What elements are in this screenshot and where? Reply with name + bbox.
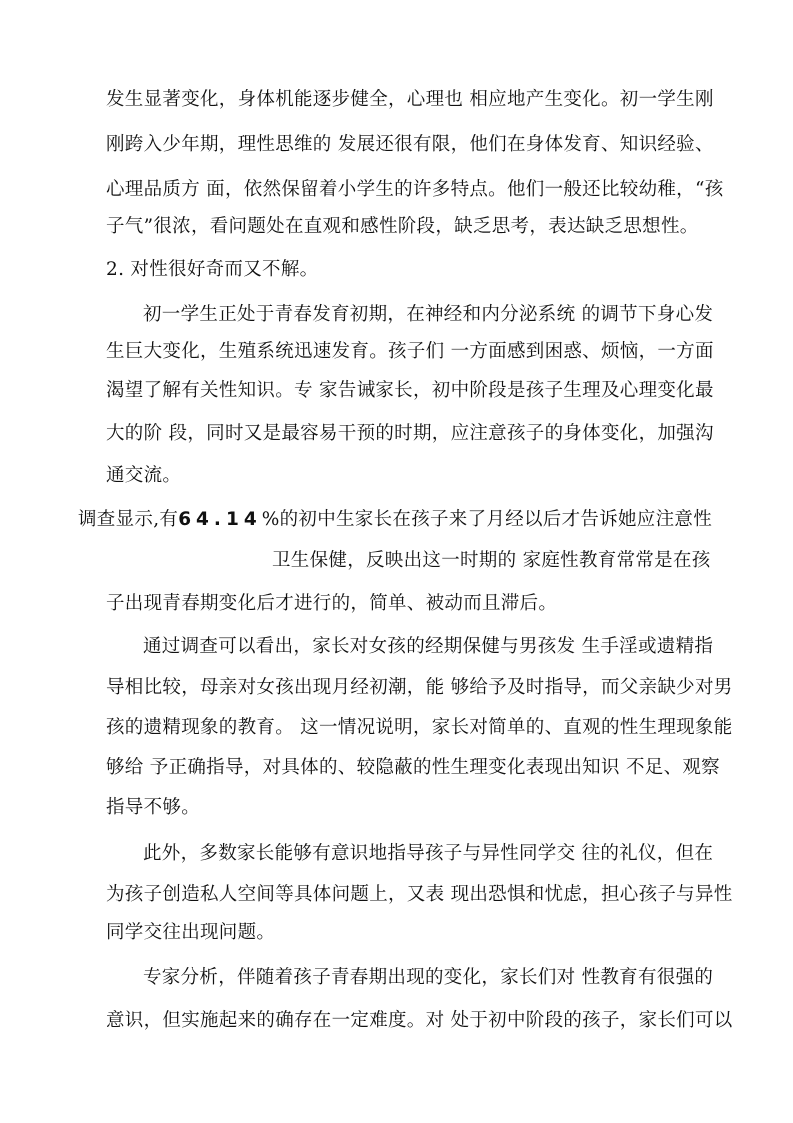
paragraph-line: 渴望了解有关性知识。专 家告诫家长，初中阶段是孩子生理及心理变化最 <box>106 380 714 401</box>
paragraph-line: 大的阶 段，同时又是最容易干预的时期，应注意孩子的身体变化，加强沟 <box>106 423 714 444</box>
paragraph-line: 为孩子创造私人空间等具体问题上，又表 现出恐惧和忧虑，担心孩子与异性 <box>106 884 733 905</box>
paragraph-line: 子出现青春期变化后才进行的，简单、被动而且滞后。 <box>106 593 558 614</box>
paragraph-line: 孩的遗精现象的教育。 这一情况说明，家长对简单的、直观的性生理现象能 <box>106 717 733 738</box>
survey-prefix: 调查显示,有 <box>78 509 179 530</box>
paragraph-line: 通过调查可以看出，家长对女孩的经期保健与男孩发 生手淫或遗精指 <box>143 636 714 657</box>
survey-percentage: 64.14 <box>178 509 262 530</box>
paragraph-line: 导相比较，母亲对女孩出现月经初潮，能 够给予及时指导，而父亲缺少对男 <box>106 677 733 698</box>
paragraph-line: 同学交往出现问题。 <box>106 922 276 943</box>
paragraph-line: 专家分析，伴随着孩子青春期出现的变化，家长们对 性教育有很强的 <box>143 967 714 988</box>
survey-suffix: %的初中生家长在孩子来了月经以后才告诉她应注意性 <box>261 509 712 530</box>
paragraph-line: 指导不够。 <box>106 797 201 818</box>
paragraph-line: 此外，多数家长能够有意识地指导孩子与异性同学交 往的礼仪，但在 <box>143 843 714 864</box>
paragraph-line: 通交流。 <box>106 465 182 486</box>
paragraph-line: 卫生保健，反映出这一时期的 家庭性教育常常是在孩 <box>272 550 711 571</box>
list-heading: 2. 对性很好奇而又不解。 <box>106 259 319 280</box>
paragraph-line: 够给 予正确指导，对具体的、较隐蔽的性生理变化表现出知识 不足、观察 <box>106 757 720 778</box>
paragraph-line: 发生显著变化，身体机能逐步健全，心理也 相应地产生变化。初一学生刚 <box>106 89 714 110</box>
paragraph-line: 初一学生正处于青春发育初期，在神经和内分泌系统 的调节下身心发 <box>143 304 714 325</box>
paragraph-line: 子气”很浓，看问题处在直观和感性阶段，缺乏思考，表达缺乏思想性。 <box>106 216 699 237</box>
survey-line <box>78 508 712 532</box>
paragraph-line: 生巨大变化，生殖系统迅速发育。孩子们 一方面感到困惑、烦恼，一方面 <box>106 341 714 362</box>
paragraph-line: 意识，但实施起来的确存在一定难度。对 处于初中阶段的孩子，家长们可以 <box>106 1010 733 1031</box>
paragraph-line: 刚跨入少年期，理性思维的 发展还很有限，他们在身体发育、知识经验、 <box>106 134 714 155</box>
paragraph-line: 心理品质方 面，依然保留着小学生的许多特点。他们一般还比较幼稚，“孩 <box>106 179 724 200</box>
